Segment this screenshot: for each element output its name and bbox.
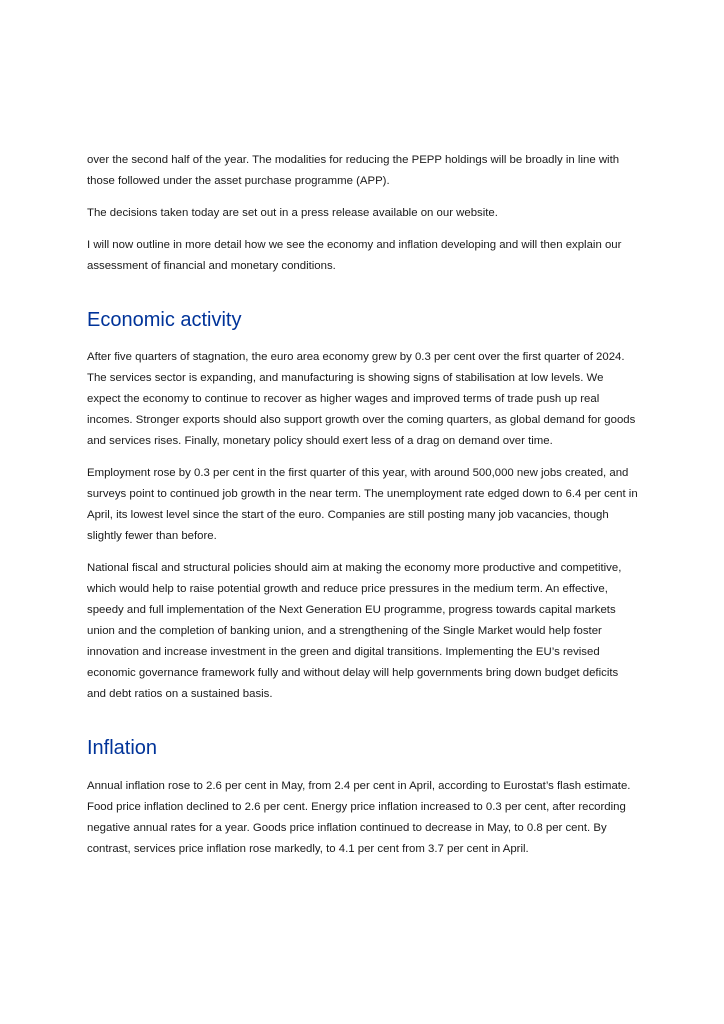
section-heading-inflation: Inflation [87,737,158,759]
document-body [87,150,639,871]
economic-activity-paragraph-2: Employment rose by 0.3 per cent in the first quarter of this year, with around 500,000 new jobs created, and surveys point to continued job growth in the near term. The unemployment rate edged down to 6.4 per cent in April, its lowest level since the start of the euro. Companies are still posting many job vacancies, though slightly fewer than before. [87,467,638,542]
intro-paragraph-1: over the second half of the year. The modalities for reducing the PEPP holdings will be broadly in line with those followed under the asset purchase programme (APP). [87,154,620,187]
inflation-paragraph-1: Annual inflation rose to 2.6 per cent in May, from 2.4 per cent in April, according to Eurostat’s flash estimate. Food price inflation declined to 2.6 per cent. Energy price inflation increased to 0.3 per cent, after recording negative annual rates for a year. Goods price inflation continued to decrease in May, to 0.8 per cent. By contrast, services price inflation rose markedly, to 4.1 per cent from 3.7 per cent in April. [87,780,631,855]
economic-activity-paragraph-1: After five quarters of stagnation, the euro area economy grew by 0.3 per cent over the first quarter of 2024. The services sector is expanding, and manufacturing is showing signs of stabilisation at low levels. We expect the economy to continue to recover as higher wages and improved terms of trade push up real incomes. Stronger exports should also support growth over the coming quarters, as global demand for goods and services rises. Finally, monetary policy should exert less of a drag on demand over time. [87,351,636,447]
intro-paragraph-2: The decisions taken today are set out in a press release available on our website. [87,207,498,219]
economic-activity-paragraph-3: National fiscal and structural policies should aim at making the economy more productive and competitive, which would help to raise potential growth and reduce price pressures in the medium term. An effective, speedy and full implementation of the Next Generation EU programme, progress towards capital markets union and the completion of banking union, and a strengthening of the Single Market would help foster innovation and increase investment in the green and digital transitions. Implementing the EU’s revised economic governance framework fully and without delay will help governments bring down budget deficits and debt ratios on a sustained basis. [87,562,622,700]
intro-paragraph-3: I will now outline in more detail how we see the economy and inflation developing and will then explain our assessment of financial and monetary conditions. [87,239,622,272]
section-heading-economic-activity: Economic activity [87,309,242,331]
